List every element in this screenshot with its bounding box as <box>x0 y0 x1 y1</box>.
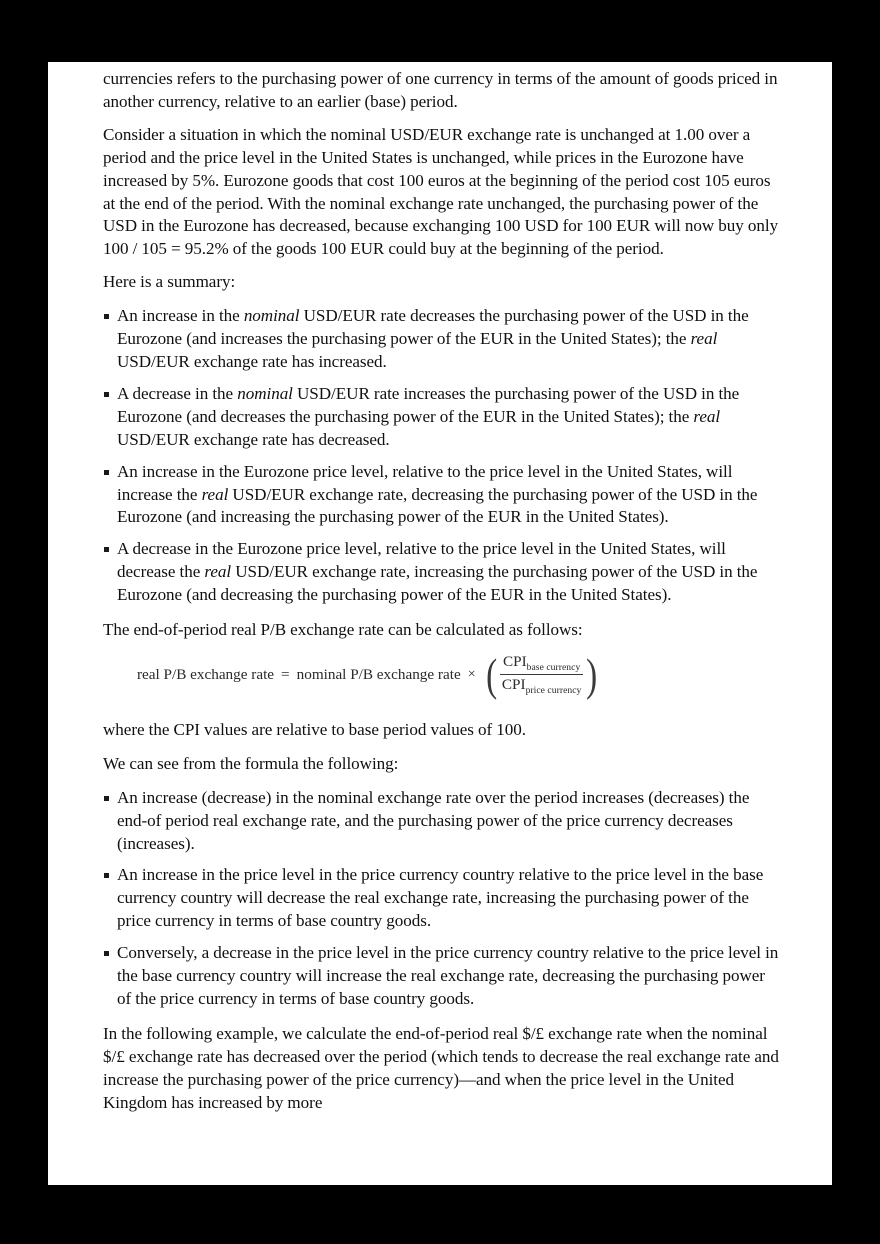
document-text-column <box>103 68 779 1125</box>
formula-multiplication-sign: × <box>467 666 476 682</box>
list-item-text <box>117 384 739 449</box>
real-exchange-rate-formula <box>103 648 779 705</box>
list-item-text <box>117 943 778 1008</box>
formula-expression <box>137 648 600 700</box>
document-page-sheet <box>48 62 832 1185</box>
square-bullet-icon <box>104 547 109 552</box>
list-item-text <box>117 539 757 604</box>
emphasis-italic: nominal <box>243 306 300 326</box>
paragraph-summary-intro: Here is a summary: <box>103 272 236 292</box>
list-item <box>103 942 779 1011</box>
emphasis-italic: real <box>690 329 718 349</box>
square-bullet-icon <box>104 796 109 801</box>
denominator-subscript: price currency <box>525 685 582 697</box>
square-bullet-icon <box>104 392 109 397</box>
text-run: A decrease in the <box>117 383 238 403</box>
text-run: USD/EUR rate increases the purchasing power of the USD in the Eurozone (and decreases the purchasing power of the EUR in the United States); the <box>117 383 740 426</box>
text-run: An increase (decrease) in the nominal exchange rate over the period increases (decreases) the end-of period real exchange rate, and the purchasing power of the price currency decreases (increases). <box>117 787 750 853</box>
text-run: USD/EUR rate decreases the purchasing power of the USD in the Eurozone (and increases the purchasing power of the EUR in the United States); the <box>117 306 749 349</box>
numerator-cpi-label: CPI <box>503 652 527 670</box>
list-item <box>103 461 779 530</box>
formula-fraction-numerator <box>501 653 582 673</box>
list-item <box>103 538 779 607</box>
formula-implications-bullet-list <box>103 787 779 1011</box>
emphasis-italic: real <box>693 406 721 426</box>
formula-equals-sign: = <box>281 665 290 683</box>
square-bullet-icon <box>104 470 109 475</box>
formula-fraction-denominator <box>500 676 583 696</box>
denominator-cpi-label: CPI <box>501 676 526 694</box>
paragraph-formula-intro: The end-of-period real P/B exchange rate can be calculated as follows: <box>103 620 583 640</box>
emphasis-italic: nominal <box>237 383 293 403</box>
list-item-text <box>117 788 749 853</box>
formula-cpi-fraction <box>499 653 584 696</box>
text-run: An increase in the price level in the price currency country relative to the price level in the base currency country will decrease the real exchange rate, increasing the purchasing power of the price currency in terms of base country goods. <box>117 865 764 931</box>
paragraph-cpi-note: where the CPI values are relative to base period values of 100. <box>103 719 526 739</box>
text-run: USD/EUR exchange rate has decreased. <box>117 429 390 449</box>
list-item-text <box>117 462 757 527</box>
text-run: An increase in the <box>117 306 244 326</box>
paragraph-usd-eur-example: Consider a situation in which the nominal USD/EUR exchange rate is unchanged at 1.00 over a period and the price level in the United States is unchanged, while prices in the Eurozone have increased by 5%. Eurozone goods that cost 100 euros at the beginning of the period cost 105 euros at the end of the period. With the nominal exchange rate unchanged, the purchasing power of the USD in the Eurozone has decreased, because exchanging 100 USD for 100 EUR will now buy only 100 / 105 = 95.2% of the goods 100 EUR could buy at the beginning of the period. <box>103 124 779 259</box>
paragraph-continued-currencies: currencies refers to the purchasing power of one currency in terms of the amount of goods priced in another currency, relative to an earlier (base) period. <box>103 69 778 111</box>
formula-fraction-bar <box>500 674 583 675</box>
numerator-subscript: base currency <box>526 661 581 673</box>
square-bullet-icon <box>104 314 109 319</box>
paragraph-next-example: In the following example, we calculate the end-of-period real $/£ exchange rate when the nominal $/£ exchange rate has decreased over the period (which tends to decrease the real exchange rate and increase the purchasing power of the price currency)—and when the price level in the United Kingdom has increased by more <box>103 1023 779 1112</box>
summary-bullet-list <box>103 305 779 607</box>
list-item <box>103 383 779 452</box>
paragraph-formula-implications-intro: We can see from the formula the following: <box>103 753 399 773</box>
formula-left-hand-side: real P/B exchange rate <box>137 665 275 683</box>
formula-close-paren: ) <box>586 648 598 700</box>
square-bullet-icon <box>104 873 109 878</box>
list-item-text <box>117 306 749 371</box>
list-item-text <box>117 865 763 930</box>
list-item <box>103 305 779 374</box>
list-item <box>103 864 779 933</box>
text-run: An increase in the Eurozone price level, relative to the price level in the United States, will increase the <box>117 461 733 504</box>
emphasis-italic: real <box>204 562 232 582</box>
text-run: USD/EUR exchange rate, increasing the purchasing power of the USD in the Eurozone (and decreasing the purchasing power of the EUR in the United States). <box>117 562 758 605</box>
text-run: USD/EUR exchange rate has increased. <box>117 351 387 371</box>
text-run: A decrease in the Eurozone price level, relative to the price level in the United States, will decrease the <box>117 539 726 582</box>
text-run: Conversely, a decrease in the price level in the price currency country relative to the price level in the base currency country will increase the real exchange rate, decreasing the purchasing power of the price currency in terms of base country goods. <box>117 943 779 1008</box>
list-item <box>103 787 779 856</box>
square-bullet-icon <box>104 951 109 956</box>
formula-open-paren: ( <box>485 648 497 700</box>
formula-nominal-rate-term: nominal P/B exchange rate <box>296 665 461 683</box>
formula-cpi-ratio-group <box>484 648 600 700</box>
text-run: USD/EUR exchange rate, decreasing the purchasing power of the USD in the Eurozone (and increasing the purchasing power of the EUR in the United States). <box>117 484 758 527</box>
emphasis-italic: real <box>201 484 229 504</box>
